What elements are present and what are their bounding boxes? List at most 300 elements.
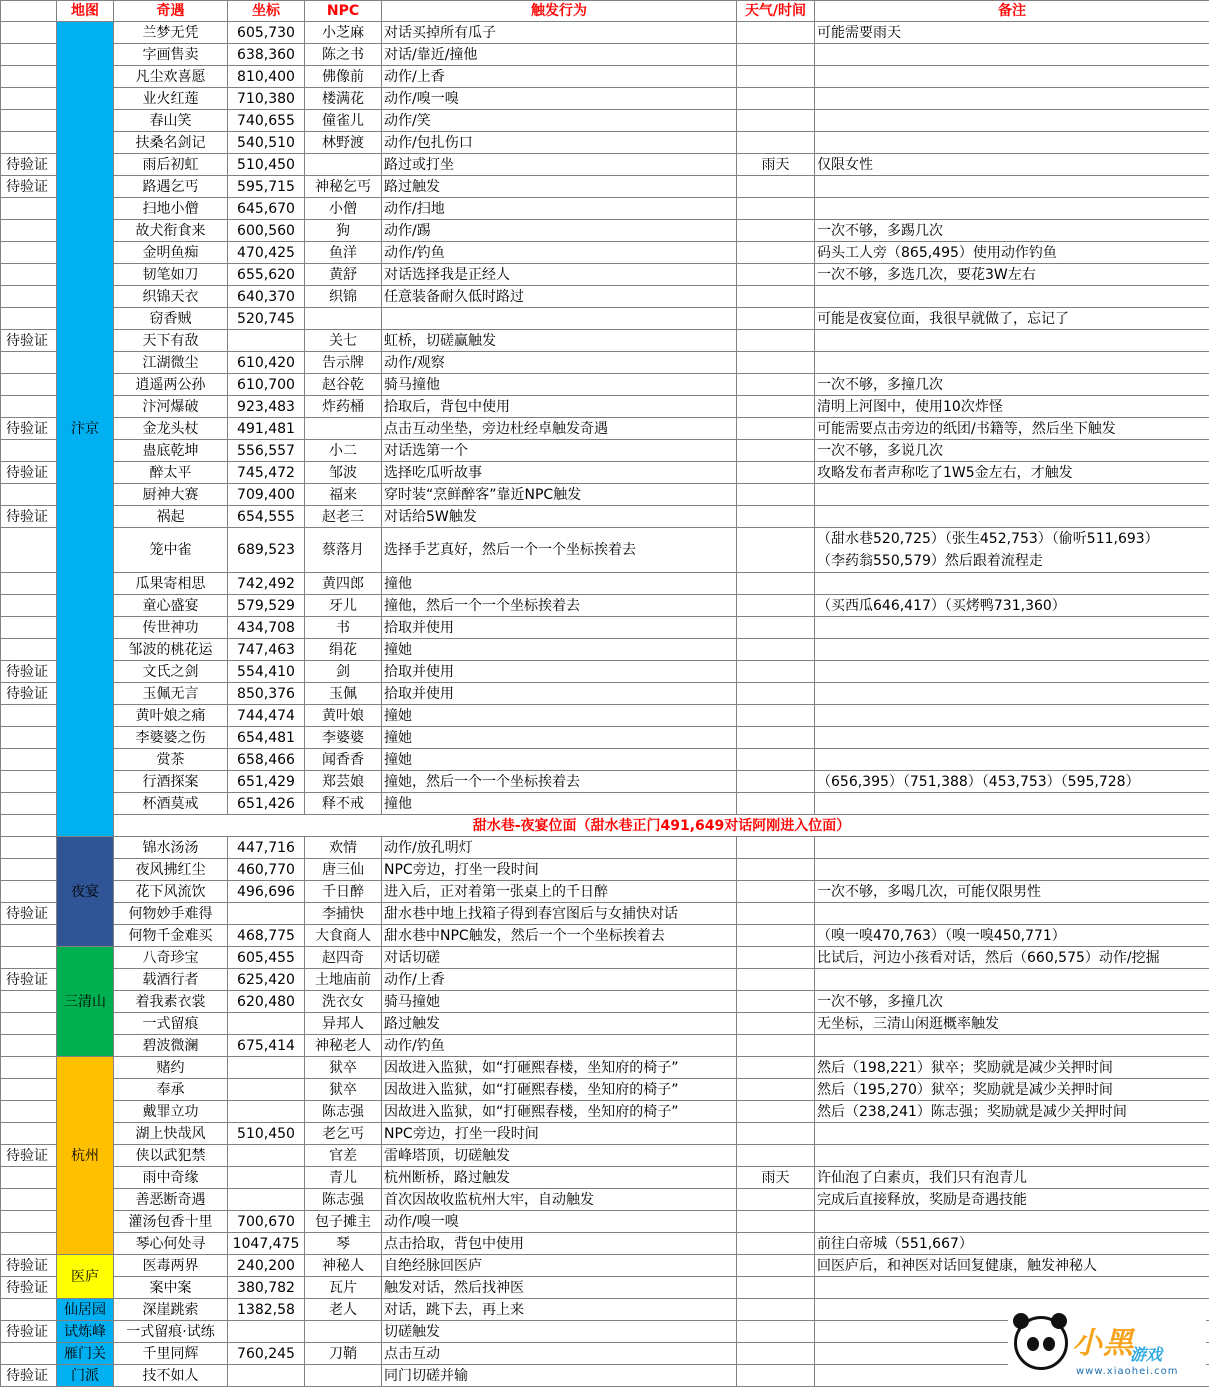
weather-time bbox=[737, 1079, 815, 1101]
note bbox=[815, 176, 1209, 198]
adventure-name: 兰梦无凭 bbox=[114, 22, 228, 44]
trigger-action: 杭州断桥，路过触发 bbox=[382, 1167, 737, 1189]
coordinate: 700,670 bbox=[228, 1211, 305, 1233]
pending-flag bbox=[1, 1189, 57, 1211]
note bbox=[815, 88, 1209, 110]
coordinate bbox=[228, 1101, 305, 1123]
adventure-name: 黄叶娘之痛 bbox=[114, 705, 228, 727]
adventure-name: 医毒两界 bbox=[114, 1255, 228, 1277]
coordinate: 496,696 bbox=[228, 881, 305, 903]
npc-name: 小僧 bbox=[305, 198, 382, 220]
npc-name bbox=[305, 308, 382, 330]
adventure-name: 春山笑 bbox=[114, 110, 228, 132]
weather-time bbox=[737, 242, 815, 264]
pending-flag bbox=[1, 198, 57, 220]
note bbox=[815, 110, 1209, 132]
trigger-action: 对话，跳下去，再上来 bbox=[382, 1299, 737, 1321]
table-row bbox=[1, 727, 1209, 749]
note bbox=[815, 837, 1209, 859]
trigger-action: 对话选择我是正经人 bbox=[382, 264, 737, 286]
table-row bbox=[1, 1255, 1209, 1277]
pending-flag bbox=[1, 110, 57, 132]
coordinate: 638,360 bbox=[228, 44, 305, 66]
note bbox=[815, 859, 1209, 881]
note bbox=[815, 484, 1209, 506]
npc-name: 小二 bbox=[305, 440, 382, 462]
watermark-logo bbox=[1008, 1310, 1206, 1382]
table-row bbox=[1, 66, 1209, 88]
table-row bbox=[1, 771, 1209, 793]
table-row bbox=[1, 352, 1209, 374]
note-line: （李药翁550,579）然后跟着流程走 bbox=[817, 550, 1207, 572]
trigger-action: 动作/钓鱼 bbox=[382, 242, 737, 264]
pending-flag: 待验证 bbox=[1, 661, 57, 683]
table-row bbox=[1, 683, 1209, 705]
note: （嗅一嗅470,763）（嗅一嗅450,771） bbox=[815, 925, 1209, 947]
npc-name: 赵老三 bbox=[305, 506, 382, 528]
header-npc: NPC bbox=[305, 1, 382, 22]
adventure-name: 文氏之剑 bbox=[114, 661, 228, 683]
adventure-name: 金龙头杖 bbox=[114, 418, 228, 440]
note: 比试后，河边小孩看对话，然后（660,575）动作/挖掘 bbox=[815, 947, 1209, 969]
coordinate: 658,466 bbox=[228, 749, 305, 771]
npc-name: 陈志强 bbox=[305, 1101, 382, 1123]
pending-flag bbox=[1, 396, 57, 418]
coordinate: 605,730 bbox=[228, 22, 305, 44]
adventure-name: 天下有敌 bbox=[114, 330, 228, 352]
npc-name: 异邦人 bbox=[305, 1013, 382, 1035]
weather-time bbox=[737, 947, 815, 969]
npc-name bbox=[305, 418, 382, 440]
weather-time bbox=[737, 1013, 815, 1035]
note: 一次不够，多踢几次 bbox=[815, 220, 1209, 242]
npc-name: 闻香香 bbox=[305, 749, 382, 771]
npc-name: 神秘乞丐 bbox=[305, 176, 382, 198]
weather-time bbox=[737, 176, 815, 198]
coordinate: 468,775 bbox=[228, 925, 305, 947]
npc-name: 僮雀儿 bbox=[305, 110, 382, 132]
coordinate: 620,480 bbox=[228, 991, 305, 1013]
pending-flag bbox=[1, 881, 57, 903]
trigger-action: 骑马撞他 bbox=[382, 374, 737, 396]
weather-time bbox=[737, 1101, 815, 1123]
note bbox=[815, 749, 1209, 771]
adventure-name: 赌约 bbox=[114, 1057, 228, 1079]
adventure-name: 何物妙手难得 bbox=[114, 903, 228, 925]
header-weather: 天气/时间 bbox=[737, 1, 815, 22]
header-coord: 坐标 bbox=[228, 1, 305, 22]
npc-name: 李捕快 bbox=[305, 903, 382, 925]
coordinate: 625,420 bbox=[228, 969, 305, 991]
adventure-name: 一式留痕·试练 bbox=[114, 1321, 228, 1343]
coordinate: 600,560 bbox=[228, 220, 305, 242]
table-row bbox=[1, 793, 1209, 815]
coordinate: 742,492 bbox=[228, 573, 305, 595]
table-row bbox=[1, 110, 1209, 132]
weather-time bbox=[737, 396, 815, 418]
adventure-name: 故犬衔食来 bbox=[114, 220, 228, 242]
pending-flag bbox=[1, 286, 57, 308]
note: 可能需要点击旁边的纸团/书籍等，然后坐下触发 bbox=[815, 418, 1209, 440]
pending-flag bbox=[1, 1167, 57, 1189]
pending-flag: 待验证 bbox=[1, 683, 57, 705]
note bbox=[815, 66, 1209, 88]
weather-time bbox=[737, 793, 815, 815]
note: （656,395）（751,388）（453,753）（595,728） bbox=[815, 771, 1209, 793]
note bbox=[815, 1211, 1209, 1233]
weather-time bbox=[737, 1343, 815, 1365]
pending-flag bbox=[1, 88, 57, 110]
weather-time bbox=[737, 330, 815, 352]
trigger-action: 自绝经脉回医庐 bbox=[382, 1255, 737, 1277]
table-row bbox=[1, 374, 1209, 396]
trigger-action: 因故进入监狱，如“打砸熙春楼，坐知府的椅子” bbox=[382, 1101, 737, 1123]
table-row bbox=[1, 132, 1209, 154]
weather-time bbox=[737, 418, 815, 440]
coordinate: 747,463 bbox=[228, 639, 305, 661]
npc-name: 牙儿 bbox=[305, 595, 382, 617]
coordinate: 491,481 bbox=[228, 418, 305, 440]
pending-flag: 待验证 bbox=[1, 903, 57, 925]
weather-time bbox=[737, 1145, 815, 1167]
weather-time bbox=[737, 573, 815, 595]
pending-flag bbox=[1, 837, 57, 859]
trigger-action: 撞她，然后一个一个坐标挨着去 bbox=[382, 771, 737, 793]
trigger-action: 动作/笑 bbox=[382, 110, 737, 132]
map-cell: 三清山 bbox=[57, 947, 114, 1057]
note bbox=[815, 969, 1209, 991]
weather-time bbox=[737, 440, 815, 462]
adventure-name: 载酒行者 bbox=[114, 969, 228, 991]
table-row bbox=[1, 903, 1209, 925]
coordinate: 380,782 bbox=[228, 1277, 305, 1299]
note bbox=[815, 903, 1209, 925]
adventure-name: 业火红莲 bbox=[114, 88, 228, 110]
pending-flag bbox=[1, 617, 57, 639]
note bbox=[815, 506, 1209, 528]
weather-time bbox=[737, 286, 815, 308]
adventure-name: 善恶断奇遇 bbox=[114, 1189, 228, 1211]
table-row bbox=[1, 1079, 1209, 1101]
trigger-action bbox=[382, 308, 737, 330]
trigger-action: 点击互动坐垫，旁边杜经卓触发奇遇 bbox=[382, 418, 737, 440]
adventure-name: 灌汤包香十里 bbox=[114, 1211, 228, 1233]
table-row bbox=[1, 528, 1209, 573]
pending-flag bbox=[1, 1233, 57, 1255]
note: 一次不够，多选几次，要花3W左右 bbox=[815, 264, 1209, 286]
note bbox=[815, 793, 1209, 815]
adventure-name: 李婆婆之伤 bbox=[114, 727, 228, 749]
coordinate: 579,529 bbox=[228, 595, 305, 617]
section-title: 甜水巷-夜宴位面（甜水巷正门491,649对话阿刚进入位面） bbox=[114, 815, 1209, 837]
note: （买西瓜646,417）（买烤鸭731,360） bbox=[815, 595, 1209, 617]
header-row bbox=[1, 1, 1209, 22]
table-row bbox=[1, 44, 1209, 66]
note bbox=[815, 1035, 1209, 1057]
adventure-name: 杯酒莫戒 bbox=[114, 793, 228, 815]
table-row bbox=[1, 462, 1209, 484]
header-action: 触发行为 bbox=[382, 1, 737, 22]
npc-name: 鱼洋 bbox=[305, 242, 382, 264]
pending-flag bbox=[1, 1057, 57, 1079]
note-line: （甜水巷520,725）（张生452,753）（偷听511,693） bbox=[817, 528, 1207, 550]
pending-flag bbox=[1, 352, 57, 374]
table-row bbox=[1, 639, 1209, 661]
table-row bbox=[1, 1101, 1209, 1123]
npc-name: 楼满花 bbox=[305, 88, 382, 110]
note: 回医庐后，和神医对话回复健康，触发神秘人 bbox=[815, 1255, 1209, 1277]
note: 清明上河图中，使用10次炸怪 bbox=[815, 396, 1209, 418]
note: 一次不够，多喝几次，可能仅限男性 bbox=[815, 881, 1209, 903]
trigger-action: 动作/放孔明灯 bbox=[382, 837, 737, 859]
trigger-action: 对话切磋 bbox=[382, 947, 737, 969]
table-row bbox=[1, 330, 1209, 352]
npc-name: 唐三仙 bbox=[305, 859, 382, 881]
note: 可能需要雨天 bbox=[815, 22, 1209, 44]
note bbox=[815, 1145, 1209, 1167]
map-cell: 雁门关 bbox=[57, 1343, 114, 1365]
panda-icon bbox=[1014, 1316, 1068, 1370]
weather-time bbox=[737, 462, 815, 484]
coordinate: 554,410 bbox=[228, 661, 305, 683]
trigger-action: 切磋触发 bbox=[382, 1321, 737, 1343]
adventure-name: 八奇珍宝 bbox=[114, 947, 228, 969]
coordinate: 610,420 bbox=[228, 352, 305, 374]
table-row bbox=[1, 859, 1209, 881]
adventure-name: 韧笔如刀 bbox=[114, 264, 228, 286]
trigger-action: 对话给5W触发 bbox=[382, 506, 737, 528]
pending-flag: 待验证 bbox=[1, 418, 57, 440]
coordinate bbox=[228, 1189, 305, 1211]
adventure-name: 案中案 bbox=[114, 1277, 228, 1299]
adventure-name: 赏茶 bbox=[114, 749, 228, 771]
logo-text: 小黑 bbox=[1072, 1318, 1134, 1362]
coordinate: 460,770 bbox=[228, 859, 305, 881]
npc-name: 陈志强 bbox=[305, 1189, 382, 1211]
coordinate: 1382,58 bbox=[228, 1299, 305, 1321]
table-row bbox=[1, 396, 1209, 418]
trigger-action: 动作/嗅一嗅 bbox=[382, 1211, 737, 1233]
pending-flag bbox=[1, 528, 57, 573]
npc-name: 大食商人 bbox=[305, 925, 382, 947]
weather-time bbox=[737, 374, 815, 396]
weather-time bbox=[737, 1299, 815, 1321]
trigger-action: 拾取并使用 bbox=[382, 683, 737, 705]
npc-name bbox=[305, 154, 382, 176]
coordinate bbox=[228, 1013, 305, 1035]
pending-flag bbox=[1, 132, 57, 154]
table-row bbox=[1, 242, 1209, 264]
coordinate: 595,715 bbox=[228, 176, 305, 198]
pending-flag bbox=[1, 727, 57, 749]
npc-name: 玉佩 bbox=[305, 683, 382, 705]
map-cell: 夜宴 bbox=[57, 837, 114, 947]
table-row bbox=[1, 991, 1209, 1013]
table-row bbox=[1, 1057, 1209, 1079]
npc-name: 炸药桶 bbox=[305, 396, 382, 418]
adventure-name: 江湖微尘 bbox=[114, 352, 228, 374]
map-cell: 仙居园 bbox=[57, 1299, 114, 1321]
npc-name: 小芝麻 bbox=[305, 22, 382, 44]
note: 一次不够，多撞几次 bbox=[815, 991, 1209, 1013]
note bbox=[815, 352, 1209, 374]
pending-flag: 待验证 bbox=[1, 1365, 57, 1387]
weather-time bbox=[737, 727, 815, 749]
weather-time: 雨天 bbox=[737, 1167, 815, 1189]
header-map: 地图 bbox=[57, 1, 114, 22]
trigger-action: 动作/包扎伤口 bbox=[382, 132, 737, 154]
adventure-name: 湖上快哉风 bbox=[114, 1123, 228, 1145]
coordinate: 434,708 bbox=[228, 617, 305, 639]
coordinate: 651,426 bbox=[228, 793, 305, 815]
note bbox=[815, 528, 1209, 573]
pending-flag: 待验证 bbox=[1, 1145, 57, 1167]
npc-name: 赵四奇 bbox=[305, 947, 382, 969]
weather-time bbox=[737, 639, 815, 661]
table-row bbox=[1, 969, 1209, 991]
trigger-action: 点击拾取，背包中使用 bbox=[382, 1233, 737, 1255]
weather-time bbox=[737, 749, 815, 771]
adventure-name: 侠以武犯禁 bbox=[114, 1145, 228, 1167]
trigger-action: 因故进入监狱，如“打砸熙春楼，坐知府的椅子” bbox=[382, 1079, 737, 1101]
coordinate bbox=[228, 1079, 305, 1101]
npc-name bbox=[305, 1365, 382, 1387]
adventure-name: 雨后初虹 bbox=[114, 154, 228, 176]
coordinate bbox=[228, 1321, 305, 1343]
table-row bbox=[1, 573, 1209, 595]
trigger-action: 撞他，然后一个一个坐标挨着去 bbox=[382, 595, 737, 617]
npc-name: 千日醉 bbox=[305, 881, 382, 903]
npc-name: 欢情 bbox=[305, 837, 382, 859]
pending-flag bbox=[1, 1211, 57, 1233]
note: 然后（195,270）狱卒；奖励就是减少关押时间 bbox=[815, 1079, 1209, 1101]
table-row bbox=[1, 837, 1209, 859]
npc-name: 织锦 bbox=[305, 286, 382, 308]
coordinate: 540,510 bbox=[228, 132, 305, 154]
adventure-name: 蛊底乾坤 bbox=[114, 440, 228, 462]
pending-flag bbox=[1, 1079, 57, 1101]
table-row bbox=[1, 484, 1209, 506]
coordinate: 610,700 bbox=[228, 374, 305, 396]
pending-flag bbox=[1, 573, 57, 595]
weather-time bbox=[737, 110, 815, 132]
npc-name: 神秘人 bbox=[305, 1255, 382, 1277]
coordinate: 810,400 bbox=[228, 66, 305, 88]
npc-name: 狱卒 bbox=[305, 1079, 382, 1101]
weather-time bbox=[737, 881, 815, 903]
map-cell: 门派 bbox=[57, 1365, 114, 1387]
weather-time bbox=[737, 903, 815, 925]
trigger-action: 动作/扫地 bbox=[382, 198, 737, 220]
table-row bbox=[1, 661, 1209, 683]
pending-flag: 待验证 bbox=[1, 506, 57, 528]
adventure-name: 玉佩无言 bbox=[114, 683, 228, 705]
coordinate: 510,450 bbox=[228, 154, 305, 176]
adventure-name: 传世神功 bbox=[114, 617, 228, 639]
npc-name: 狗 bbox=[305, 220, 382, 242]
npc-name: 关七 bbox=[305, 330, 382, 352]
coordinate: 655,620 bbox=[228, 264, 305, 286]
trigger-action: 甜水巷中NPC触发，然后一个一个坐标挨着去 bbox=[382, 925, 737, 947]
note bbox=[815, 661, 1209, 683]
adventure-name: 童心盛宴 bbox=[114, 595, 228, 617]
npc-name: 老乞丐 bbox=[305, 1123, 382, 1145]
weather-time: 雨天 bbox=[737, 154, 815, 176]
trigger-action: 虹桥，切磋赢触发 bbox=[382, 330, 737, 352]
npc-name: 黄四郎 bbox=[305, 573, 382, 595]
adventure-name: 汴河爆破 bbox=[114, 396, 228, 418]
coordinate bbox=[228, 330, 305, 352]
weather-time bbox=[737, 22, 815, 44]
adventure-name: 凡尘欢喜愿 bbox=[114, 66, 228, 88]
adventure-name: 笼中雀 bbox=[114, 528, 228, 573]
npc-name bbox=[305, 1321, 382, 1343]
table-row bbox=[1, 308, 1209, 330]
trigger-action: 任意装备耐久低时路过 bbox=[382, 286, 737, 308]
trigger-action: 触发对话，然后找神医 bbox=[382, 1277, 737, 1299]
npc-name: 佛像前 bbox=[305, 66, 382, 88]
note bbox=[815, 286, 1209, 308]
table-row bbox=[1, 925, 1209, 947]
npc-name: 琴 bbox=[305, 1233, 382, 1255]
trigger-action: 拾取后，背包中使用 bbox=[382, 396, 737, 418]
pending-flag bbox=[1, 859, 57, 881]
weather-time bbox=[737, 991, 815, 1013]
coordinate: 710,380 bbox=[228, 88, 305, 110]
npc-name: 福来 bbox=[305, 484, 382, 506]
adventure-name: 扫地小僧 bbox=[114, 198, 228, 220]
note bbox=[815, 573, 1209, 595]
table-row bbox=[1, 595, 1209, 617]
note bbox=[815, 44, 1209, 66]
pending-flag bbox=[1, 1101, 57, 1123]
weather-time bbox=[737, 264, 815, 286]
pending-flag bbox=[1, 991, 57, 1013]
npc-name: 瓦片 bbox=[305, 1277, 382, 1299]
weather-time bbox=[737, 1321, 815, 1343]
weather-time bbox=[737, 220, 815, 242]
weather-time bbox=[737, 506, 815, 528]
npc-name: 洗衣女 bbox=[305, 991, 382, 1013]
adventure-name: 碧波微澜 bbox=[114, 1035, 228, 1057]
pending-flag: 待验证 bbox=[1, 1277, 57, 1299]
coordinate: 605,455 bbox=[228, 947, 305, 969]
trigger-action: 拾取并使用 bbox=[382, 661, 737, 683]
adventure-name: 织锦天衣 bbox=[114, 286, 228, 308]
npc-name: 剑 bbox=[305, 661, 382, 683]
table-row bbox=[1, 22, 1209, 44]
weather-time bbox=[737, 308, 815, 330]
npc-name: 绢花 bbox=[305, 639, 382, 661]
pending-flag: 待验证 bbox=[1, 176, 57, 198]
coordinate bbox=[228, 1145, 305, 1167]
weather-time bbox=[737, 198, 815, 220]
adventure-name: 夜风拂红尘 bbox=[114, 859, 228, 881]
npc-name: 狱卒 bbox=[305, 1057, 382, 1079]
npc-name: 郑芸娘 bbox=[305, 771, 382, 793]
note: 然后（198,221）狱卒；奖励就是减少关押时间 bbox=[815, 1057, 1209, 1079]
pending-flag bbox=[1, 1123, 57, 1145]
coordinate: 556,557 bbox=[228, 440, 305, 462]
weather-time bbox=[737, 771, 815, 793]
pending-flag bbox=[1, 374, 57, 396]
note: 完成后直接释放，奖励是奇遇技能 bbox=[815, 1189, 1209, 1211]
table-row bbox=[1, 154, 1209, 176]
note: 码头工人旁（865,495）使用动作钓鱼 bbox=[815, 242, 1209, 264]
npc-name: 黄叶娘 bbox=[305, 705, 382, 727]
trigger-action: NPC旁边，打坐一段时间 bbox=[382, 1123, 737, 1145]
pending-flag bbox=[1, 44, 57, 66]
